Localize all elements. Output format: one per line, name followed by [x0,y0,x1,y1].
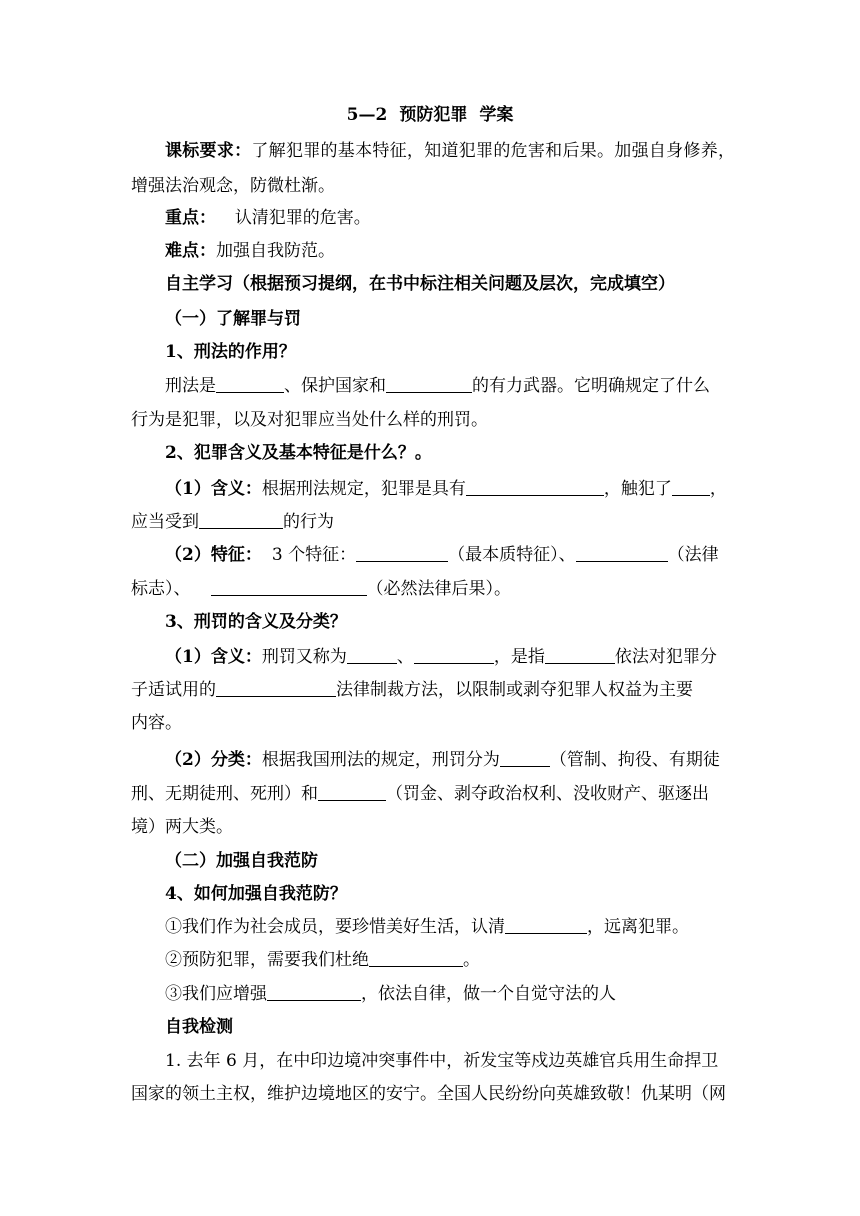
q1-line-1 [165,375,735,397]
self-check-heading: 自我检测 [165,1017,233,1037]
blank-q3-5[interactable] [500,750,550,767]
q4-title: 4、如何加强自我范防？ [165,884,347,904]
blank-q2-2[interactable] [672,479,710,496]
q2-p2-text-c: （法律 [667,545,719,565]
q4-item-3 [165,983,735,1005]
blank-q3-6[interactable] [318,784,386,801]
key-point-line [165,207,735,229]
q3-p2-text-a: 根据我国刑法的规定，刑罚分为 [261,750,500,770]
q2-p2-l2-text-b: （必然法律后果）。 [366,579,511,599]
title-kind: 学案 [479,105,514,125]
blank-q1-1[interactable] [216,376,284,393]
curriculum-text-2: 增强法治观念，防微杜渐。 [131,176,335,196]
q3-p1-l2-text-b: 法律制裁方法，以限制或剥夺犯罪人权益为主要 [336,680,693,700]
q3-p1-l2-text-a: 子适试用的 [131,680,216,700]
blank-q4-1[interactable] [505,917,587,934]
curriculum-line-1 [165,140,735,162]
q3-p1-text-b: 、 [396,647,414,667]
q2-p1-line-2 [131,511,701,533]
blank-q2-3[interactable] [199,512,283,529]
q2-p1-text-b: ，触犯了 [603,479,672,499]
q2-p2-text-b: （最本质特征）、 [448,545,576,565]
page-title [0,104,860,126]
q1-line-2: 行为是犯罪，以及对犯罪应当处什么样的刑罚。 [131,410,488,430]
blank-q3-2[interactable] [414,647,494,664]
q4-item-2-text-b: 。 [463,950,480,970]
q4-item-2 [165,949,735,971]
q2-p2-l2-text-a: 标志）、 [131,579,191,599]
q1-title: 1、刑法的作用？ [165,342,296,362]
q3-p1-text-a: 刑罚又称为 [261,647,347,667]
q3-p1-text-c: ，是指 [493,647,545,667]
key-point-text: 认清犯罪的危害。 [234,208,371,228]
difficulty-text: 加强自我防范。 [216,241,335,261]
blank-q2-4[interactable] [356,545,448,562]
q3-p2-line-1 [165,749,735,771]
q2-p1-l2-text-b: 的行为 [283,512,334,532]
title-topic: 预防犯罪 [399,105,468,125]
self-study-heading: 自主学习（根据预习提纲，在书中标注相关问题及层次，完成填空） [165,274,675,294]
q3-p2-text-b: （管制、拘役、有期徒 [549,750,720,770]
blank-q3-4[interactable] [216,680,336,697]
blank-q3-3[interactable] [545,647,615,664]
q1-text-a: 刑法是 [165,376,216,396]
q3-p1-line-3: 内容。 [131,713,182,733]
q4-item-1-text-a: ①我们作为社会成员，要珍惜美好生活，认清 [165,917,505,937]
q4-item-2-text-a: ②预防犯罪，需要我们杜绝 [165,950,369,970]
blank-q3-1[interactable] [347,647,397,664]
blank-q4-2[interactable] [369,950,463,967]
key-point-label: 重点： [165,208,216,228]
difficulty-line [165,240,735,262]
q3-p1-label: （1）含义： [165,647,262,667]
q3-p1-text-d: 依法对犯罪分 [614,647,717,667]
curriculum-label: 课标要求： [165,141,252,161]
q2-p2-label: （2）特征： [165,545,262,565]
q2-title: 2、犯罪含义及基本特征是什么？。 [165,443,432,463]
blank-q2-6[interactable] [211,579,367,596]
q2-p2-line-1 [165,544,735,566]
blank-q1-2[interactable] [386,376,472,393]
curriculum-text-1: 了解犯罪的基本特征，知道犯罪的危害和后果。加强自身修养， [251,141,735,161]
q3-p2-l2-text-a: 刑、无期徒刑、死刑）和 [131,784,318,804]
title-code: 5—2 [346,105,388,125]
self-check-q1-line-1: 1. 去年 6 月，在中印边境冲突事件中，祈发宝等戍边英雄官兵用生命捍卫 [165,1051,719,1071]
q2-p1-l2-text-a: 应当受到 [131,512,199,532]
q4-item-3-text-b: ，依法自律，做一个自觉守法的人 [361,984,616,1004]
blank-q2-1[interactable] [466,479,604,496]
blank-q4-3[interactable] [267,984,361,1001]
q4-item-3-text-a: ③我们应增强 [165,984,267,1004]
q4-item-1 [165,916,735,938]
section1-heading: （一）了解罪与罚 [165,309,301,329]
q3-p2-line-3: 境）两大类。 [131,817,233,837]
q3-p2-label: （2）分类： [165,750,262,770]
q3-p2-l2-text-b: （罚金、剥夺政治权利、没收财产、驱逐出 [386,784,709,804]
curriculum-line-2 [131,175,701,197]
section2-heading: （二）加强自我范防 [165,851,318,871]
q2-p1-line-1 [165,478,735,500]
blank-q2-5[interactable] [576,545,668,562]
self-check-q1-line-2: 国家的领土主权，维护边境地区的安宁。全国人民纷纷向英雄致敬！仇某明（网 [131,1084,726,1104]
q1-text-b: 、保护国家和 [284,376,386,396]
q3-p2-line-2 [131,783,709,805]
q3-title: 3、刑罚的含义及分类？ [165,612,347,632]
q2-p1-label: （1）含义： [165,479,262,499]
q4-item-1-text-b: ，远离犯罪。 [587,917,689,937]
difficulty-label: 难点： [165,241,216,261]
q2-p2-line-2 [131,578,701,600]
q1-text-c: 的有力武器。它明确规定了什么 [472,376,710,396]
q2-p2-text-a: 3 个特征： [271,545,357,565]
q2-p1-text-c: ， [709,479,727,499]
q3-p1-line-1 [165,646,735,668]
q2-p1-text-a: 根据刑法规定，犯罪是具有 [261,479,466,499]
q3-p1-line-2 [131,679,701,701]
